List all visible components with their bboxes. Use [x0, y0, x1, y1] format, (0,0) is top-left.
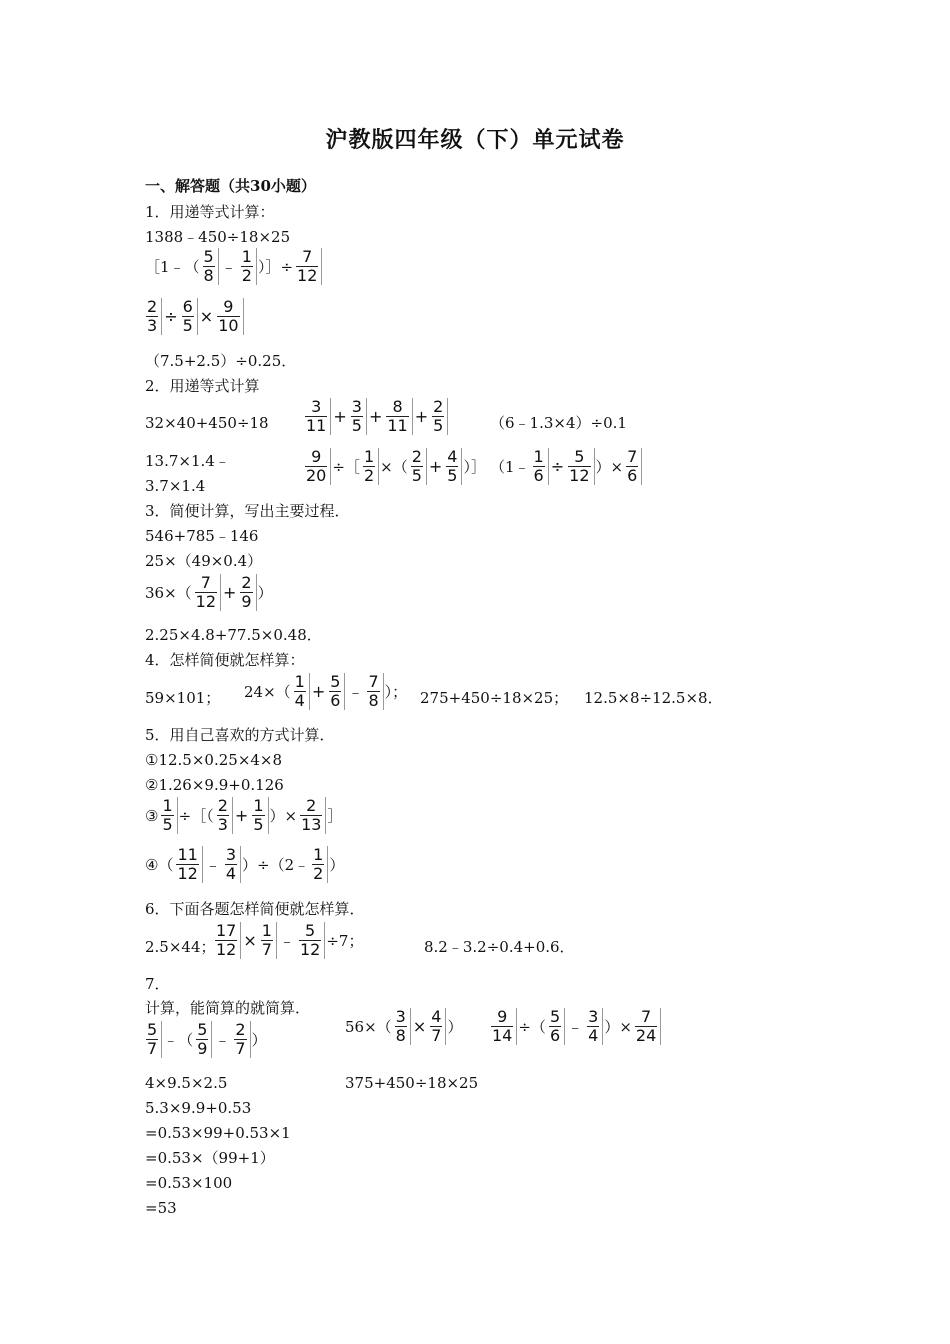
fraction-7-12: $\frac{7}{12}$	[193, 574, 221, 611]
q7-subheading: 计算，能简算的就简算．	[145, 999, 311, 1017]
fraction-5-12: $\frac{5}{12}$	[566, 448, 594, 485]
operator: ×	[199, 306, 214, 326]
operator: ﹣	[204, 854, 221, 874]
text: ）	[251, 1030, 267, 1049]
operator: ﹣	[220, 256, 237, 276]
q5-expr-2: ②1.26×9.9+0.126	[145, 776, 284, 794]
text: ×（	[380, 457, 408, 476]
operator: ﹣	[347, 681, 364, 701]
fraction-1-7: $\frac{1}{7}$	[259, 922, 277, 959]
q4-expr-4: 12.5×8÷12.5×8．	[584, 689, 723, 707]
fraction-9-20: $\frac{9}{20}$	[303, 448, 331, 485]
text: ）×	[269, 806, 298, 825]
operator: +	[333, 406, 347, 426]
text: ［1﹣（	[145, 257, 200, 276]
text: ）］	[463, 457, 486, 476]
fraction-2-13: $\frac{2}{13}$	[298, 797, 326, 834]
q1-expr-2	[145, 248, 323, 285]
fraction-1-2: $\frac{1}{2}$	[310, 846, 328, 883]
solution-step-3: =0.53×（99+1）	[145, 1149, 275, 1167]
operator: ×	[412, 1016, 427, 1036]
fraction-9-14: $\frac{9}{14}$	[489, 1008, 517, 1045]
q1-heading: 1．用递等式计算：	[145, 203, 275, 221]
text: ）÷（2﹣	[242, 855, 310, 874]
fraction-17-12: $\frac{17}{12}$	[213, 922, 241, 959]
page-title: 沪教版四年级（下）单元试卷	[325, 127, 625, 153]
q2-expr-1: 32×40+450÷18	[145, 414, 269, 432]
operator: ﹣	[278, 930, 295, 950]
q2-expr-5	[302, 448, 486, 485]
q7-expr-3	[488, 1008, 662, 1045]
text: 36×（	[145, 583, 192, 602]
q2-expr-4b: 3.7×1.4	[145, 477, 206, 495]
fraction-1-6: $\frac{1}{6}$	[531, 448, 549, 485]
operator: ﹣	[567, 1016, 584, 1036]
q6-heading: 6．下面各题怎样简便就怎样算．	[145, 900, 365, 918]
text: ÷7；	[326, 931, 364, 950]
fraction-2-3: $\frac{2}{3}$	[144, 298, 162, 335]
fraction-3-11: $\frac{3}{11}$	[303, 398, 331, 435]
fraction-7-6: $\frac{7}{6}$	[624, 448, 642, 485]
text: ）	[257, 583, 273, 602]
solution-step-5: =53	[145, 1199, 177, 1217]
q6-expr-3: 8.2﹣3.2÷0.4+0.6．	[424, 938, 575, 956]
q5-expr-1: ①12.5×0.25×4×8	[145, 751, 283, 769]
q7-expr-4: 4×9.5×2.5	[145, 1074, 228, 1092]
q3-expr-4: 2.25×4.8+77.5×0.48．	[145, 626, 322, 644]
q7-expr-2	[345, 1008, 462, 1045]
fraction-1-5: $\frac{1}{5}$	[250, 797, 268, 834]
q1-expr-4: （7.5+2.5）÷0.25．	[145, 352, 297, 370]
q2-expr-2	[302, 398, 449, 435]
operator: ÷	[550, 456, 565, 476]
q1-expr-1: 1388﹣450÷18×25	[145, 228, 291, 246]
text: ）×	[604, 1017, 632, 1036]
fraction-5-6: $\frac{5}{6}$	[547, 1008, 565, 1045]
q6-expr-1: 2.5×44；	[145, 938, 216, 956]
fraction-5-8: $\frac{5}{8}$	[201, 248, 219, 285]
fraction-7-24: $\frac{7}{24}$	[633, 1008, 661, 1045]
q3-expr-1: 546+785﹣146	[145, 527, 259, 545]
fraction-2-5: $\frac{2}{5}$	[409, 448, 427, 485]
operator: +	[414, 406, 429, 426]
fraction-1-2: $\frac{1}{2}$	[239, 248, 257, 285]
operator: ×	[243, 930, 257, 950]
text: ）	[329, 855, 345, 874]
q4-expr-2	[244, 673, 407, 710]
q7-expr-1	[143, 1021, 267, 1058]
fraction-4-5: $\frac{4}{5}$	[444, 448, 462, 485]
operator: +	[368, 406, 383, 426]
solution-step-4: =0.53×100	[145, 1174, 233, 1192]
fraction-3-8: $\frac{3}{8}$	[393, 1008, 411, 1045]
solution-step-1: 5.3×9.9+0.53	[145, 1099, 252, 1117]
q3-expr-3	[145, 574, 273, 611]
fraction-1-5: $\frac{1}{5}$	[159, 797, 177, 834]
fraction-9-10: $\frac{9}{10}$	[215, 298, 243, 335]
text: ④（	[145, 855, 174, 874]
fraction-7-8: $\frac{7}{8}$	[365, 673, 383, 710]
q2-expr-6	[490, 448, 643, 485]
q4-expr-1: 59×101；	[145, 689, 221, 707]
q6-expr-2	[212, 922, 363, 959]
q4-heading: 4．怎样简便就怎样算：	[145, 651, 305, 669]
text: ）；	[384, 682, 408, 701]
text: ÷［	[332, 457, 360, 476]
operator: +	[223, 582, 237, 602]
fraction-5-9: $\frac{5}{9}$	[194, 1021, 212, 1058]
fraction-2-7: $\frac{2}{7}$	[232, 1021, 250, 1058]
q4-expr-3: 275+450÷18×25；	[420, 689, 569, 707]
text: ）	[447, 1017, 463, 1036]
solution-step-2: =0.53×99+0.53×1	[145, 1124, 291, 1142]
operator: ﹣	[214, 1029, 231, 1049]
q5-heading: 5．用自己喜欢的方式计算．	[145, 726, 335, 744]
q2-heading: 2．用递等式计算	[145, 377, 260, 395]
text: 24×（	[244, 682, 291, 701]
fraction-7-12: $\frac{7}{12}$	[294, 248, 322, 285]
q1-expr-3	[143, 298, 245, 335]
fraction-11-12: $\frac{11}{12}$	[174, 846, 202, 883]
fraction-5-12: $\frac{5}{12}$	[297, 922, 325, 959]
text: ③	[145, 806, 159, 825]
section-heading: 一、解答题（共30小题）	[145, 177, 316, 195]
q3-heading: 3．简便计算，写出主要过程．	[145, 502, 350, 520]
fraction-6-5: $\frac{6}{5}$	[180, 298, 198, 335]
fraction-1-2: $\frac{1}{2}$	[361, 448, 379, 485]
q5-expr-3	[145, 797, 342, 834]
operator: +	[311, 681, 326, 701]
text: ）×	[595, 457, 624, 476]
q7-expr-5: 375+450÷18×25	[345, 1074, 479, 1092]
text: （1﹣	[490, 457, 530, 476]
operator: ÷	[164, 306, 178, 326]
text: ÷［（	[178, 806, 214, 825]
operator: +	[428, 456, 443, 476]
fraction-3-4: $\frac{3}{4}$	[585, 1008, 603, 1045]
text: ）］÷	[257, 257, 294, 276]
q2-expr-3: （6﹣1.3×4）÷0.1	[490, 414, 627, 432]
fraction-5-6: $\frac{5}{6}$	[327, 673, 345, 710]
fraction-2-5: $\frac{2}{5}$	[430, 398, 448, 435]
q3-expr-2: 25×（49×0.4）	[145, 552, 263, 570]
fraction-2-3: $\frac{2}{3}$	[215, 797, 233, 834]
text: ﹣（	[163, 1030, 194, 1049]
text: ］	[327, 806, 343, 825]
q2-expr-4a: 13.7×1.4﹣	[145, 452, 230, 470]
fraction-2-9: $\frac{2}{9}$	[238, 574, 256, 611]
fraction-3-5: $\frac{3}{5}$	[349, 398, 367, 435]
fraction-4-7: $\frac{4}{7}$	[428, 1008, 446, 1045]
text: ÷（	[518, 1017, 546, 1036]
fraction-5-7: $\frac{5}{7}$	[144, 1021, 162, 1058]
fraction-8-11: $\frac{8}{11}$	[384, 398, 412, 435]
q7-heading: 7．	[145, 975, 170, 993]
operator: +	[234, 805, 249, 825]
fraction-3-4: $\frac{3}{4}$	[223, 846, 241, 883]
fraction-1-4: $\frac{1}{4}$	[292, 673, 310, 710]
text: 56×（	[345, 1017, 392, 1036]
q5-expr-4	[145, 846, 344, 883]
